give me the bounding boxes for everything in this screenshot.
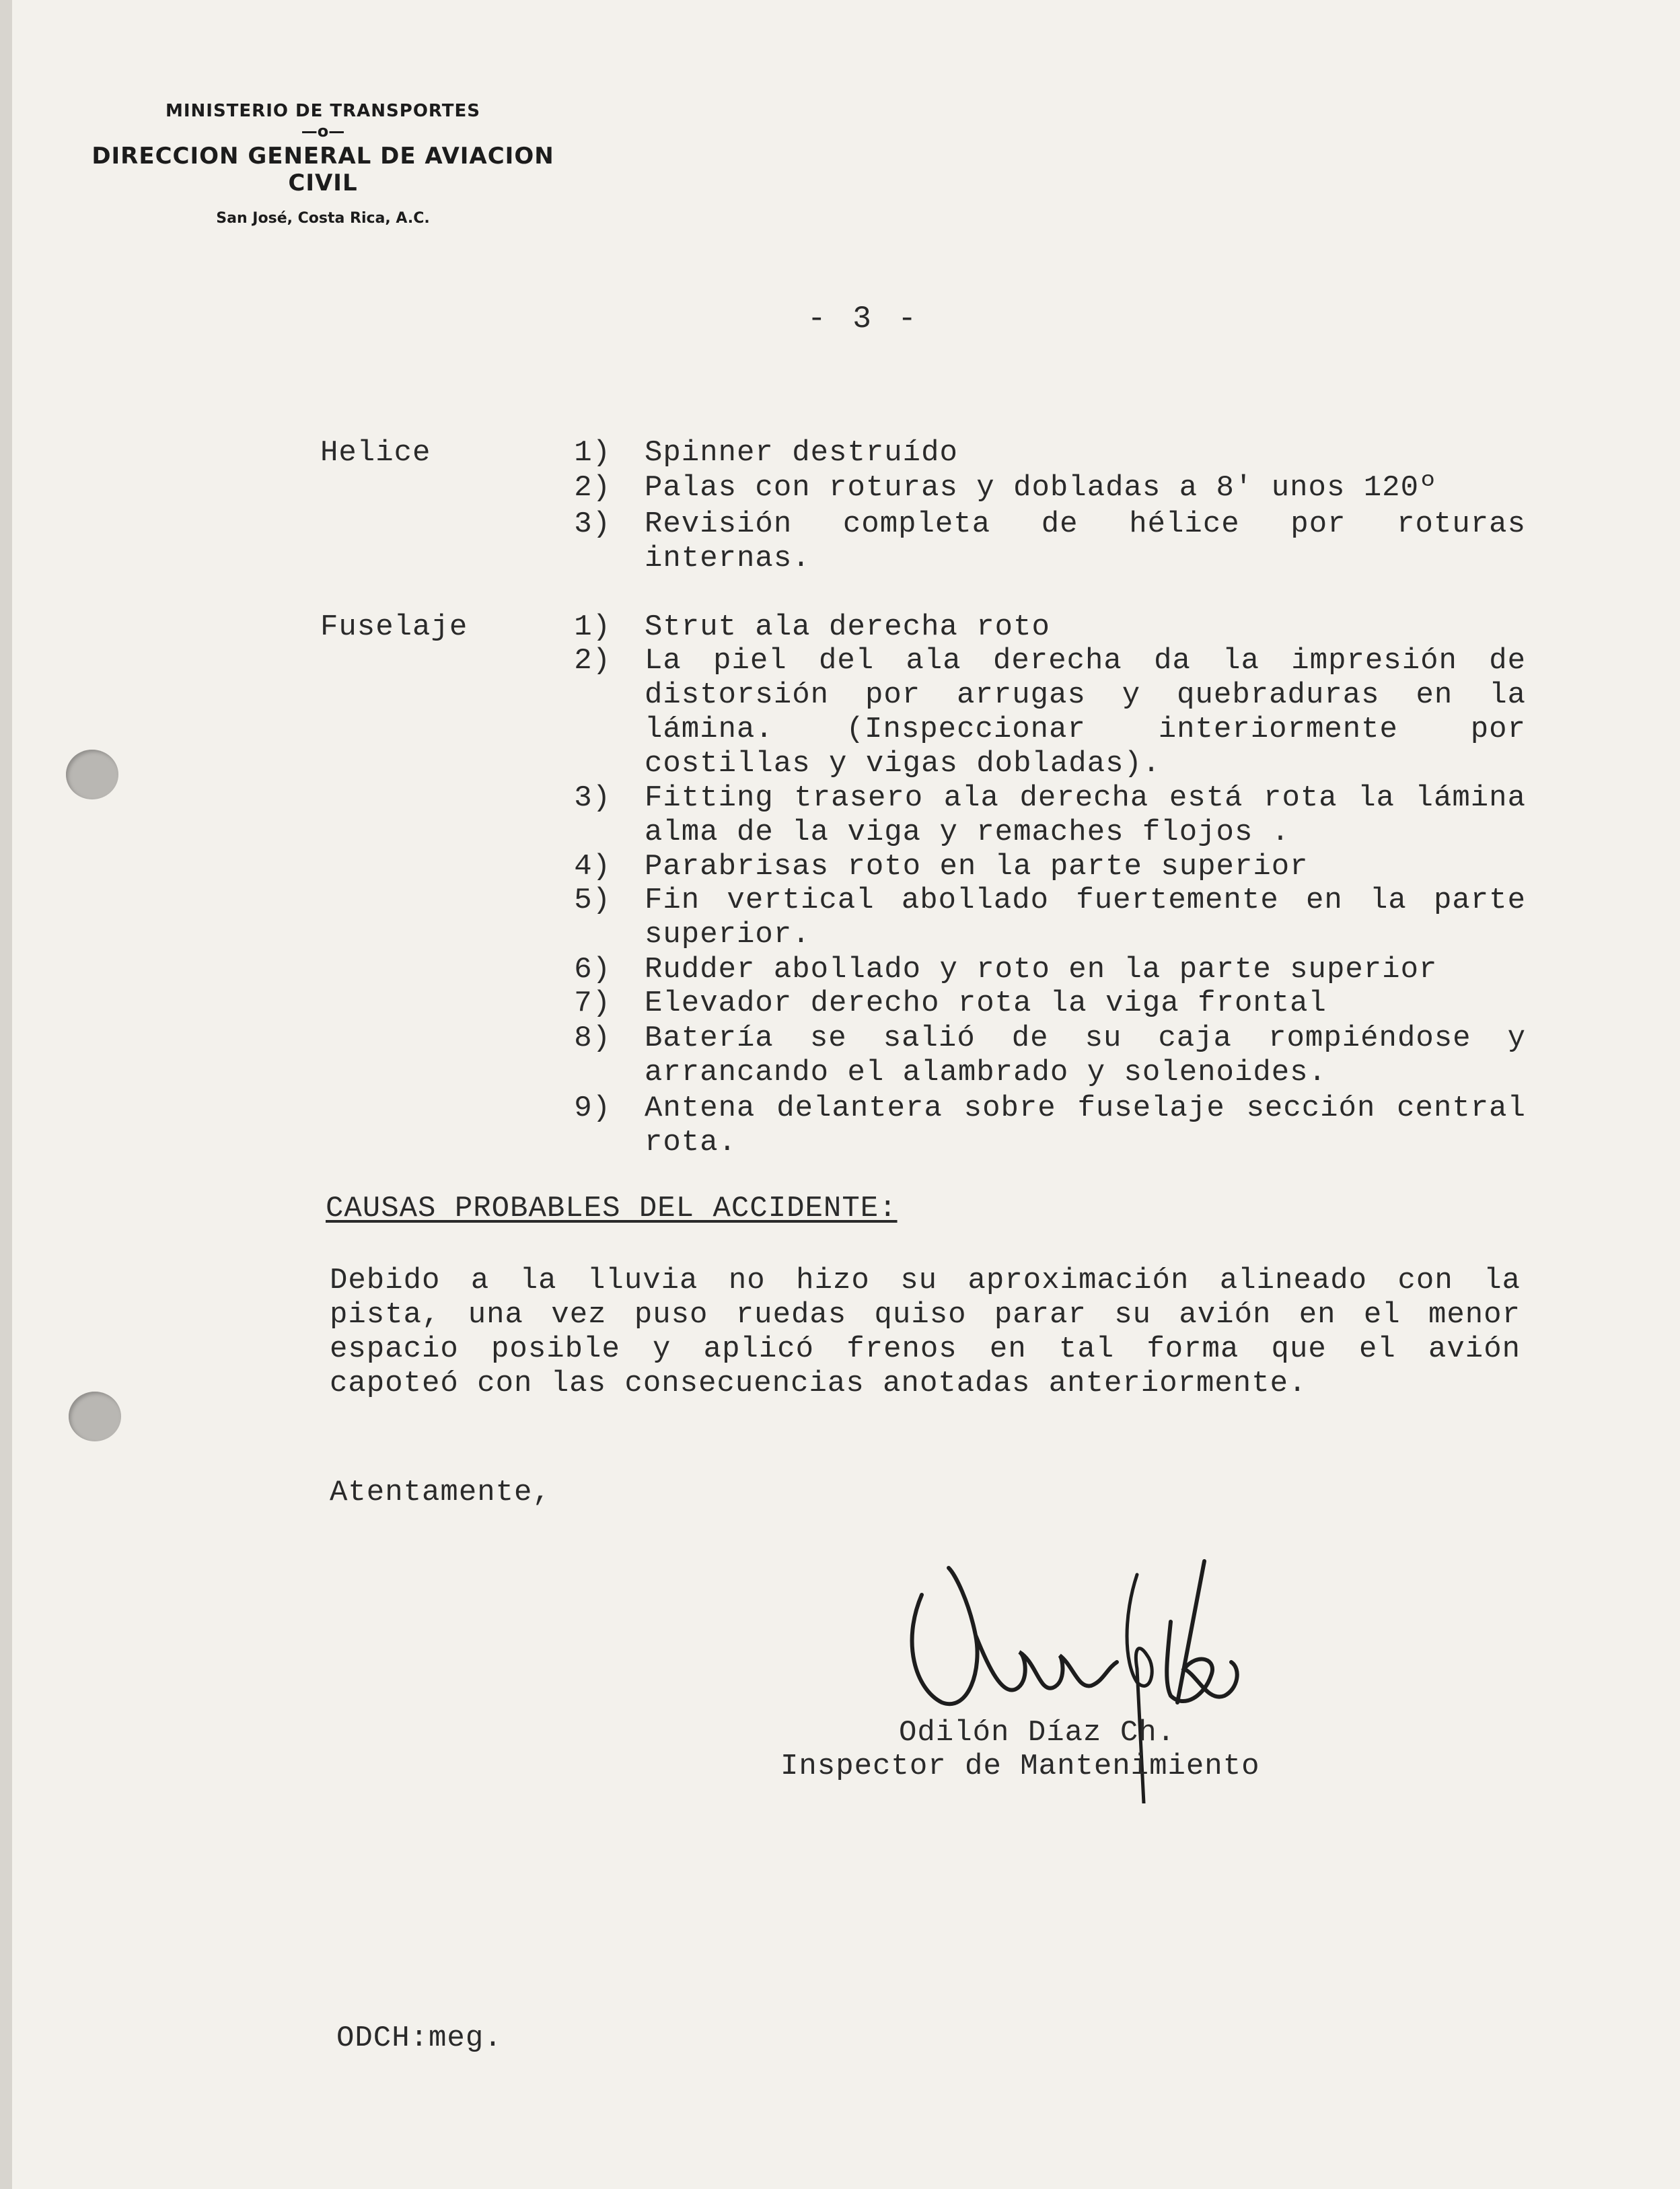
punch-hole-bottom bbox=[69, 1392, 121, 1441]
item-text: Antena delantera sobre fuselaje sección central rota. bbox=[645, 1091, 1526, 1159]
letterhead-location: San José, Costa Rica, A.C. bbox=[216, 210, 430, 227]
item-number: 9) bbox=[574, 1091, 611, 1125]
section-label-helice: Helice bbox=[320, 436, 431, 470]
item-text: Revisión completa de hélice por roturas internas. bbox=[645, 507, 1526, 575]
closing: Atentamente, bbox=[330, 1476, 551, 1509]
item-number: 5) bbox=[574, 884, 611, 917]
item-text: Batería se salió de su caja rompiéndose y arrancando el alambrado y solenoides. bbox=[645, 1021, 1526, 1089]
item-number: 2) bbox=[574, 471, 611, 505]
reference-initials: ODCH:meg. bbox=[336, 2021, 503, 2055]
item-number: 7) bbox=[574, 986, 611, 1020]
item-text: Spinner destruído bbox=[645, 436, 958, 470]
signatory-title: Inspector de Mantenimiento bbox=[780, 1750, 1260, 1783]
item-text: La piel del ala derecha da la impresión de distorsión por arrugas y quebraduras en la lámina. (Inspeccionar interiormente por costillas y vigas dobladas). bbox=[645, 644, 1526, 781]
page-edge bbox=[0, 0, 12, 2189]
item-number: 2) bbox=[574, 644, 611, 678]
item-text: Parabrisas roto en la parte superior bbox=[645, 850, 1309, 884]
section-label-fuselaje: Fuselaje bbox=[320, 610, 468, 644]
item-number: 3) bbox=[574, 781, 611, 815]
item-number: 4) bbox=[574, 850, 611, 884]
item-text: Strut ala derecha roto bbox=[645, 610, 1050, 644]
item-text: Fitting trasero ala derecha está rota la lámina alma de la viga y remaches flojos . bbox=[645, 781, 1526, 849]
item-number: 1) bbox=[574, 610, 611, 644]
item-number: 6) bbox=[574, 953, 611, 986]
causes-heading: CAUSAS PROBABLES DEL ACCIDENTE: bbox=[326, 1192, 898, 1225]
item-text: Fin vertical abollado fuertemente en la parte superior. bbox=[645, 884, 1526, 952]
letterhead-separator: —o— bbox=[301, 122, 345, 141]
letterhead bbox=[54, 101, 592, 227]
page-number: - 3 - bbox=[807, 301, 921, 336]
signatory-name: Odilón Díaz Ch. bbox=[899, 1716, 1176, 1750]
item-text: Rudder abollado y roto en la parte superior bbox=[645, 953, 1438, 986]
item-text: Palas con roturas y dobladas a 8' unos 120º bbox=[645, 471, 1438, 505]
ministry-name: MINISTERIO DE TRANSPORTES bbox=[165, 101, 481, 121]
item-number: 1) bbox=[574, 436, 611, 470]
direction-name: DIRECCION GENERAL DE AVIACION CIVIL bbox=[92, 143, 554, 196]
item-text: Elevador derecho rota la viga frontal bbox=[645, 986, 1327, 1020]
item-number: 3) bbox=[574, 507, 611, 541]
item-number: 8) bbox=[574, 1021, 611, 1055]
punch-hole-top bbox=[66, 750, 118, 799]
causes-paragraph: Debido a la lluvia no hizo su aproximación alineado con la pista, una vez puso ruedas quiso parar su avión en el menor espacio posible y aplicó frenos en tal forma que el avión capoteó con las consecuencias anotadas anteriormente. bbox=[330, 1264, 1521, 1400]
